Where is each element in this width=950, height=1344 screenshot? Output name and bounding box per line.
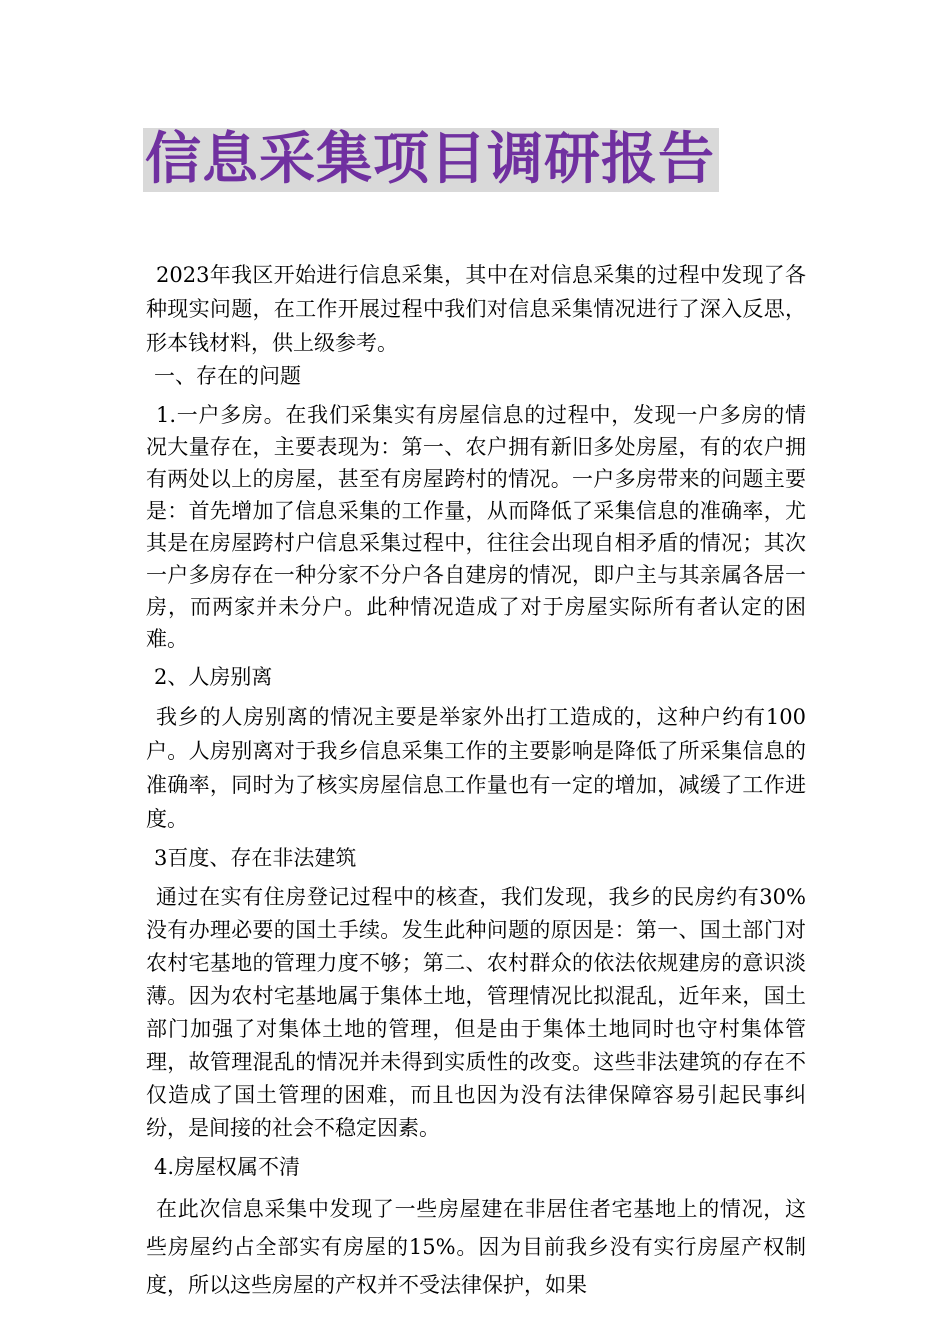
item3-heading: 3百度、存在非法建筑	[154, 846, 357, 870]
item3-paragraph: 通过在实有住房登记过程中的核查，我们发现，我乡的民房约有30%没有办理必要的国土手续。发生此种问题的原因是：第一、国土部门对农村宅基地的管理力度不够；第二、农村群众的依法依规建房的意识淡薄。因为农村宅基地属于集体土地，管理情况比拟混乱，近年来，国土部门加强了对集体土地的管理，但是由于集体土地同时也守村集体管理，故管理混乱的情况并未得到实质性的改变。这些非法建筑的存在不仅造成了国土管理的困难，而且也因为没有法律保障容易引起民事纠纷，是间接的社会不稳定因素。	[146, 885, 806, 1140]
item2-paragraph: 我乡的人房别离的情况主要是举家外出打工造成的，这种户约有100户。人房别离对于我乡信息采集工作的主要影响是降低了所采集信息的准确率，同时为了核实房屋信息工作量也有一定的增加，减缓了工作进度。	[146, 705, 806, 831]
item2-heading: 2、人房别离	[154, 665, 273, 689]
item1-paragraph: 1.一户多房。在我们采集实有房屋信息的过程中，发现一户多房的情况大量存在，主要表现为：第一、农户拥有新旧多处房屋，有的农户拥有两处以上的房屋，甚至有房屋跨村的情况。一户多房带来的问题主要是：首先增加了信息采集的工作量，从而降低了采集信息的准确率，尤其是在房屋跨村户信息采集过程中，往往会出现自相矛盾的情况；其次一户多房存在一种分家不分户各自建房的情况，即户主与其亲属各居一房，而两家并未分户。此种情况造成了对于房屋实际所有者认定的困难。	[146, 403, 806, 651]
item4-paragraph: 在此次信息采集中发现了一些房屋建在非居住者宅基地上的情况，这些房屋约占全部实有房屋的15%。因为目前我乡没有实行房屋产权制度，所以这些房屋的产权并不受法律保护，如果	[146, 1197, 806, 1297]
item4-heading: 4.房屋权属不清	[154, 1155, 301, 1179]
intro-paragraph: 2023年我区开始进行信息采集，其中在对信息采集的过程中发现了各种现实问题，在工作开展过程中我们对信息采集情况进行了深入反思，形本钱材料，供上级参考。	[146, 263, 806, 355]
document-body	[146, 258, 806, 1304]
section-heading-problems: 一、存在的问题	[154, 364, 301, 388]
title-highlight	[143, 128, 719, 192]
page-title: 信息采集项目调研报告	[145, 127, 715, 192]
